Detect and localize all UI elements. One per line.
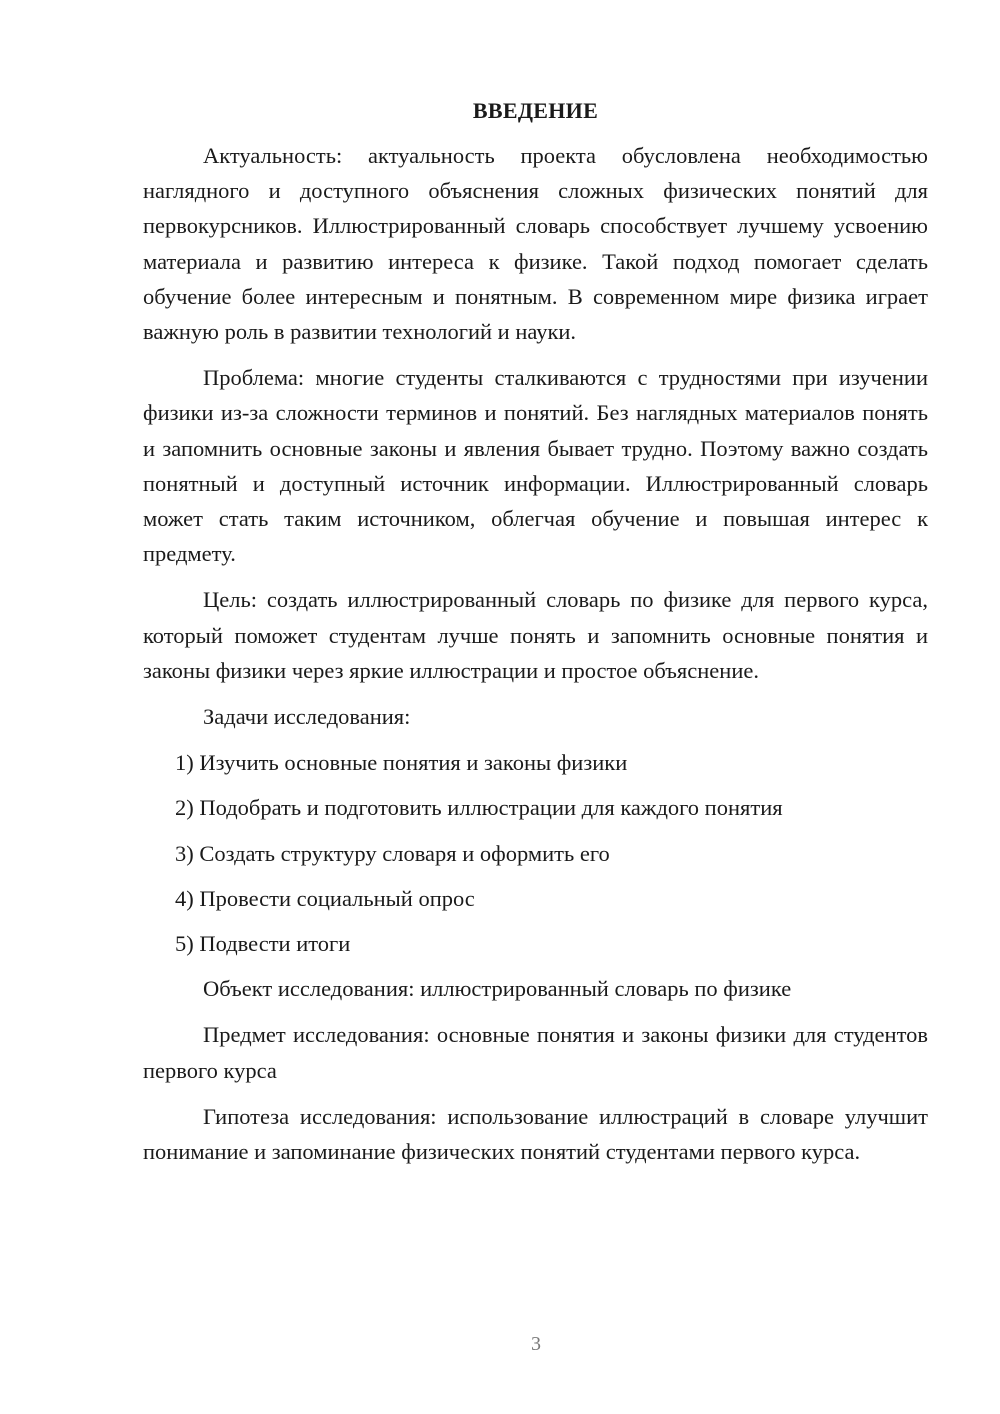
goal-paragraph: Цель: создать иллюстрированный словарь по физике для первого курса, который поможет студентам лучше понять и запомнить основные понятия и законы физики через яркие иллюстрации и простое объяснение.: [143, 587, 928, 683]
tasks-title: Задачи исследования:: [203, 704, 411, 730]
task-item: 5) Подвести итоги: [175, 931, 351, 957]
task-item: 1) Изучить основные понятия и законы физики: [175, 750, 628, 776]
task-item: 3) Создать структуру словаря и оформить его: [175, 840, 610, 866]
hypothesis-paragraph: Гипотеза исследования: использование иллюстраций в словаре улучшит понимание и запоминание физических понятий студентами первого курса.: [143, 1103, 928, 1165]
relevance-paragraph: Актуальность: актуальность проекта обусловлена необходимостью наглядного и доступного объяснения сложных физических понятий для первокурсников. Иллюстрированный словарь способствует лучшему усвоению материала и развитию интереса к физике. Такой подход помогает сделать обучение более интересным и понятным. В современном мире физика играет важную роль в развитии технологий и науки.: [143, 143, 928, 345]
page-number: 3: [531, 1333, 541, 1355]
problem-paragraph: Проблема: многие студенты сталкиваются с трудностями при изучении физики из-за сложности терминов и понятий. Без наглядных материалов понять и запомнить основные законы и явления бывает трудно. Поэтому важно создать понятный и доступный источник информации. Иллюстрированный словарь может стать таким источником, облегчая обучение и повышая интерес к предмету.: [143, 365, 928, 567]
tasks-list: [143, 745, 928, 961]
subject-paragraph: Предмет исследования: основные понятия и законы физики для студентов первого курса: [143, 1022, 928, 1083]
section-heading: ВВЕДЕНИЕ: [472, 98, 599, 123]
task-item: 2) Подобрать и подготовить иллюстрации для каждого понятия: [175, 795, 783, 821]
page-content: [143, 96, 928, 1180]
task-item: 4) Провести социальный опрос: [175, 885, 475, 911]
object-paragraph: Объект исследования: иллюстрированный словарь по физике: [203, 976, 792, 1002]
